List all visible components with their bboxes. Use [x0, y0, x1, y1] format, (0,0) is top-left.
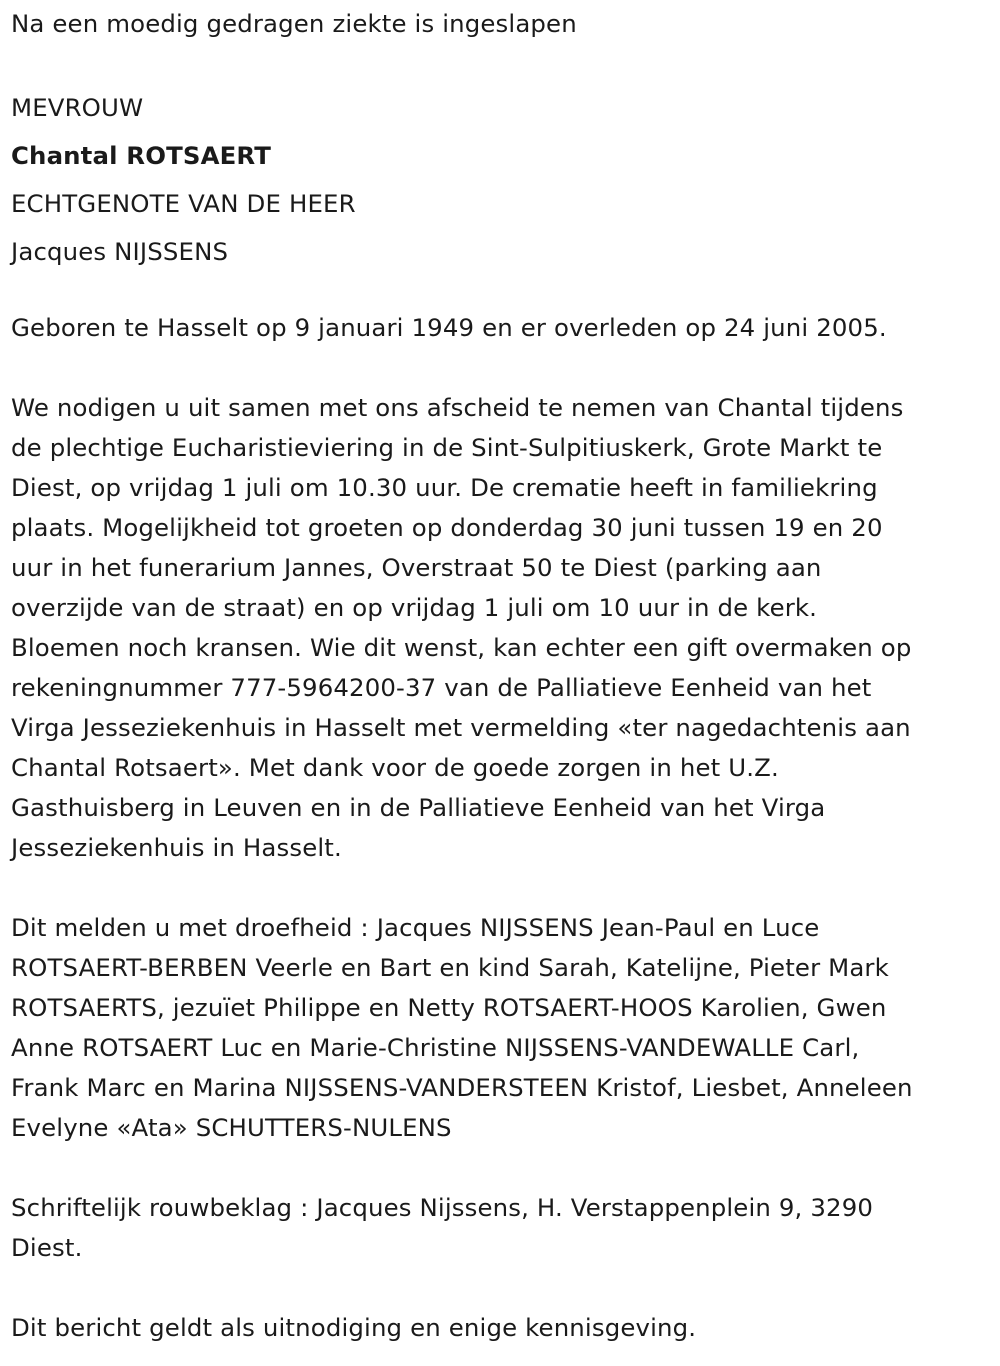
text-line: Dit bericht geldt als uitnodiging en enige kennisgeving. [11, 1313, 697, 1342]
deceased-header [11, 84, 986, 276]
text-line: Chantal Rotsaert». Met dank voor de goede zorgen in het U.Z. [11, 753, 779, 782]
text-line: Bloemen noch kransen. Wie dit wenst, kan echter een gift overmaken op [11, 633, 912, 662]
closing-paragraph [11, 1308, 986, 1348]
text-line: ROTSAERT-BERBEN Veerle en Bart en kind Sarah, Katelijne, Pieter Mark [11, 953, 889, 982]
text-line: Diest. [11, 1233, 83, 1262]
intro-text: Na een moedig gedragen ziekte is ingeslapen [11, 9, 577, 38]
text-line: Virga Jesseziekenhuis in Hasselt met vermelding «ter nagedachtenis aan [11, 713, 911, 742]
text-line: Anne ROTSAERT Luc en Marie-Christine NIJSSENS-VANDEWALLE Carl, [11, 1033, 860, 1062]
text-line: Geboren te Hasselt op 9 januari 1949 en er overleden op 24 juni 2005. [11, 313, 887, 342]
birth-death-paragraph [11, 308, 986, 348]
text-line: Gasthuisberg in Leuven en in de Palliatieve Eenheid van het Virga [11, 793, 826, 822]
text-line: Schriftelijk rouwbeklag : Jacques Nijssens, H. Verstappenplein 9, 3290 [11, 1193, 874, 1222]
text-line: We nodigen u uit samen met ons afscheid te nemen van Chantal tijdens [11, 393, 904, 422]
text-line: Frank Marc en Marina NIJSSENS-VANDERSTEEN Kristof, Liesbet, Anneleen [11, 1073, 913, 1102]
honorific-title: MEVROUW [11, 93, 144, 122]
text-line: overzijde van de straat) en op vrijdag 1 juli om 10 uur in de kerk. [11, 593, 818, 622]
text-line: Evelyne «Ata» SCHUTTERS-NULENS [11, 1113, 452, 1142]
intro-section [11, 4, 986, 44]
text-line: Dit melden u met droefheid : Jacques NIJSSENS Jean-Paul en Luce [11, 913, 820, 942]
text-line: uur in het funerarium Jannes, Overstraat 50 te Diest (parking aan [11, 553, 822, 582]
condolences-paragraph [11, 1188, 986, 1268]
relation-label: ECHTGENOTE VAN DE HEER [11, 189, 356, 218]
deceased-name: Chantal ROTSAERT [11, 141, 272, 170]
text-line: Diest, op vrijdag 1 juli om 10.30 uur. De crematie heeft in familiekring [11, 473, 878, 502]
family-paragraph [11, 908, 986, 1148]
text-line: de plechtige Eucharistieviering in de Sint-Sulpitiuskerk, Grote Markt te [11, 433, 883, 462]
text-line: rekeningnummer 777-5964200-37 van de Palliatieve Eenheid van het [11, 673, 872, 702]
ceremony-paragraph [11, 388, 986, 868]
text-line: ROTSAERTS, jezuïet Philippe en Netty ROTSAERT-HOOS Karolien, Gwen [11, 993, 887, 1022]
text-line: Jesseziekenhuis in Hasselt. [11, 833, 342, 862]
text-line: plaats. Mogelijkheid tot groeten op donderdag 30 juni tussen 19 en 20 [11, 513, 883, 542]
spouse-name: Jacques NIJSSENS [11, 237, 229, 266]
